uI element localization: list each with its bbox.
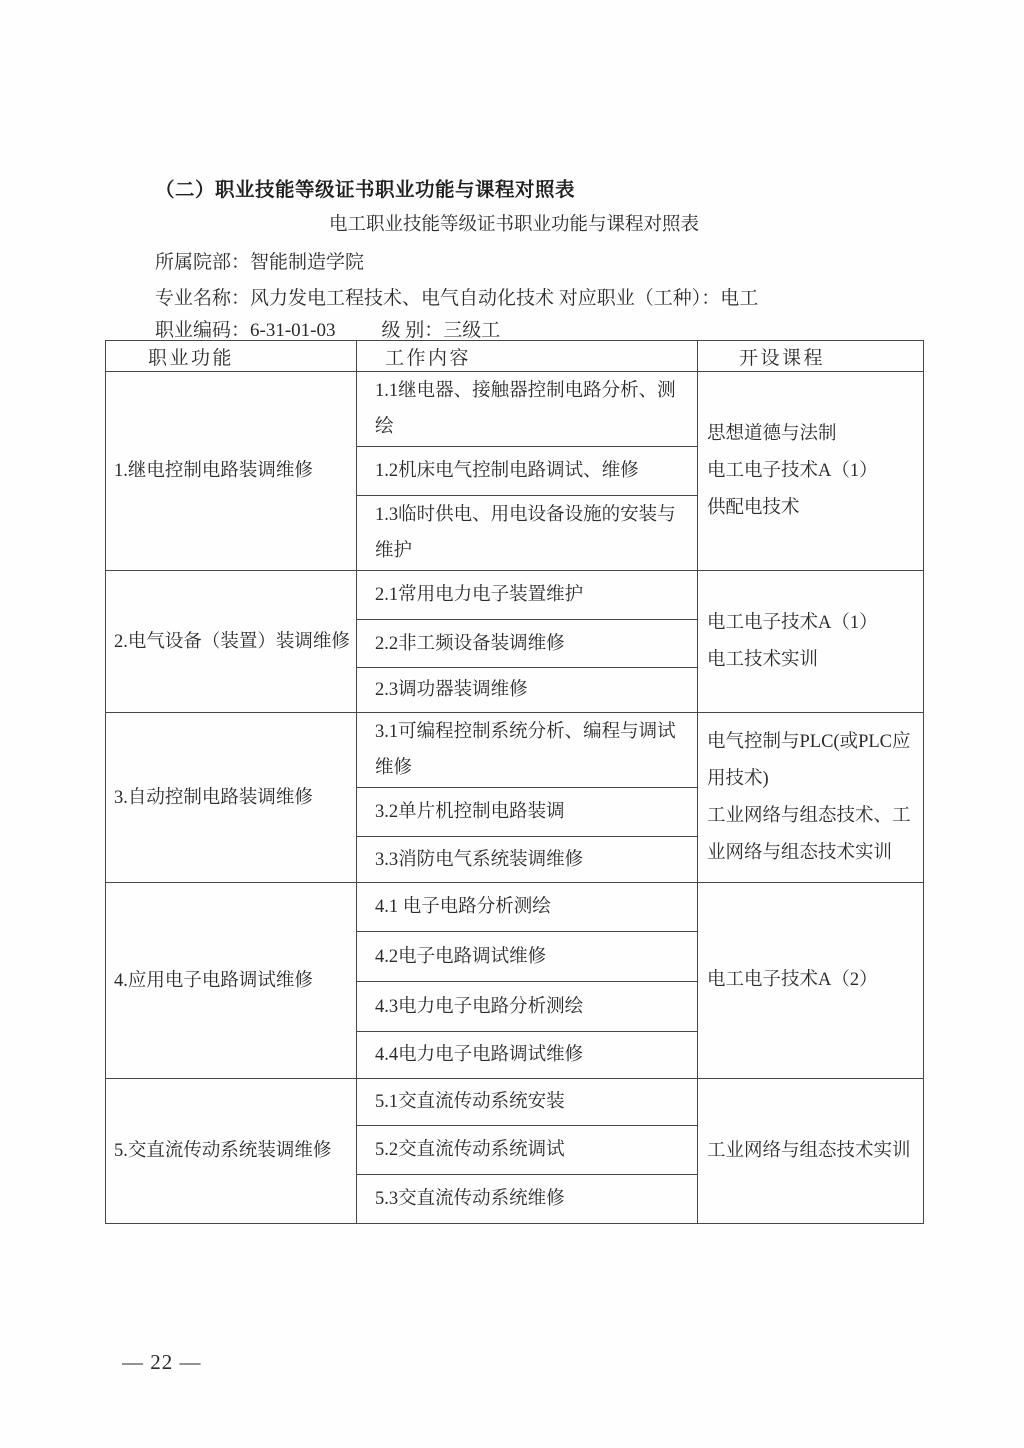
- task-cell: 3.1可编程控制系统分析、编程与调试维修: [357, 713, 698, 788]
- page-number: — 22 —: [122, 1350, 202, 1374]
- task-cell: 2.1常用电力电子装置维护: [357, 571, 698, 620]
- course-line: 电工电子技术A（2）: [707, 970, 878, 990]
- course-line: 电工技术实训: [707, 649, 819, 670]
- course-line: 电气控制与PLC(或PLC应用技术): [707, 731, 911, 789]
- task-cell: 5.1交直流传动系统安装: [357, 1079, 698, 1126]
- table-row: [106, 1079, 924, 1126]
- table-caption: 电工职业技能等级证书职业功能与课程对照表: [328, 215, 699, 235]
- course-list-cell: [698, 713, 924, 883]
- task-cell: 4.2电子电路调试维修: [357, 932, 698, 982]
- course-line: 供配电技术: [707, 497, 800, 518]
- course-line: 电工电子技术A（1）: [707, 460, 878, 481]
- info-major: 专业名称：风力发电工程技术、电气自动化技术 对应职业（工种）：电工: [155, 288, 759, 309]
- table-row: [106, 571, 924, 620]
- table-row: [106, 713, 924, 788]
- function-cell: 1.继电控制电路装调维修: [106, 372, 357, 571]
- col-header-courses: 开设课程: [698, 341, 924, 372]
- occupation-level: 级 别：三级工: [381, 320, 501, 341]
- task-cell: 4.1 电子电路分析测绘: [357, 883, 698, 932]
- task-cell: 3.2单片机控制电路装调: [357, 788, 698, 837]
- course-list-cell: [698, 1079, 924, 1224]
- curriculum-mapping-table: [105, 340, 924, 1224]
- task-cell: 5.3交直流传动系统维修: [357, 1175, 698, 1224]
- task-cell: 1.3临时供电、用电设备设施的安装与维护: [357, 496, 698, 571]
- table-header-row: [106, 341, 924, 372]
- course-line: 工业网络与组态技术、工业网络与组态技术实训: [707, 805, 911, 863]
- info-department: 所属院部：智能制造学院: [155, 252, 365, 273]
- task-cell: 4.3电力电子电路分析测绘: [357, 982, 698, 1032]
- task-cell: 2.2非工频设备装调维修: [357, 620, 698, 668]
- task-cell: 3.3消防电气系统装调维修: [357, 837, 698, 883]
- section-heading: （二）职业技能等级证书职业功能与课程对照表: [155, 179, 576, 201]
- function-cell: 4.应用电子电路调试维修: [106, 883, 357, 1079]
- course-list-cell: [698, 571, 924, 713]
- col-header-function: 职业功能: [106, 341, 357, 372]
- task-cell: 4.4电力电子电路调试维修: [357, 1032, 698, 1079]
- course-line: 工业网络与组态技术实训: [707, 1140, 911, 1161]
- task-cell: 5.2交直流传动系统调试: [357, 1126, 698, 1175]
- course-list-cell: [698, 883, 924, 1079]
- function-cell: 5.交直流传动系统装调维修: [106, 1079, 357, 1224]
- task-cell: 1.1继电器、接触器控制电路分析、测绘: [357, 372, 698, 447]
- table-row: [106, 883, 924, 932]
- course-line: 思想道德与法制: [707, 423, 837, 444]
- occupation-code: 职业编码：6-31-01-03: [155, 320, 336, 341]
- function-cell: 3.自动控制电路装调维修: [106, 713, 357, 883]
- info-code-level-line: [155, 315, 500, 342]
- task-cell: 2.3调功器装调维修: [357, 668, 698, 713]
- col-header-work-content: 工作内容: [357, 341, 698, 372]
- function-cell: 2.电气设备（装置）装调维修: [106, 571, 357, 713]
- course-line: 电工电子技术A（1）: [707, 612, 878, 633]
- course-list-cell: [698, 372, 924, 571]
- table-row: [106, 372, 924, 447]
- task-cell: 1.2机床电气控制电路调试、维修: [357, 447, 698, 496]
